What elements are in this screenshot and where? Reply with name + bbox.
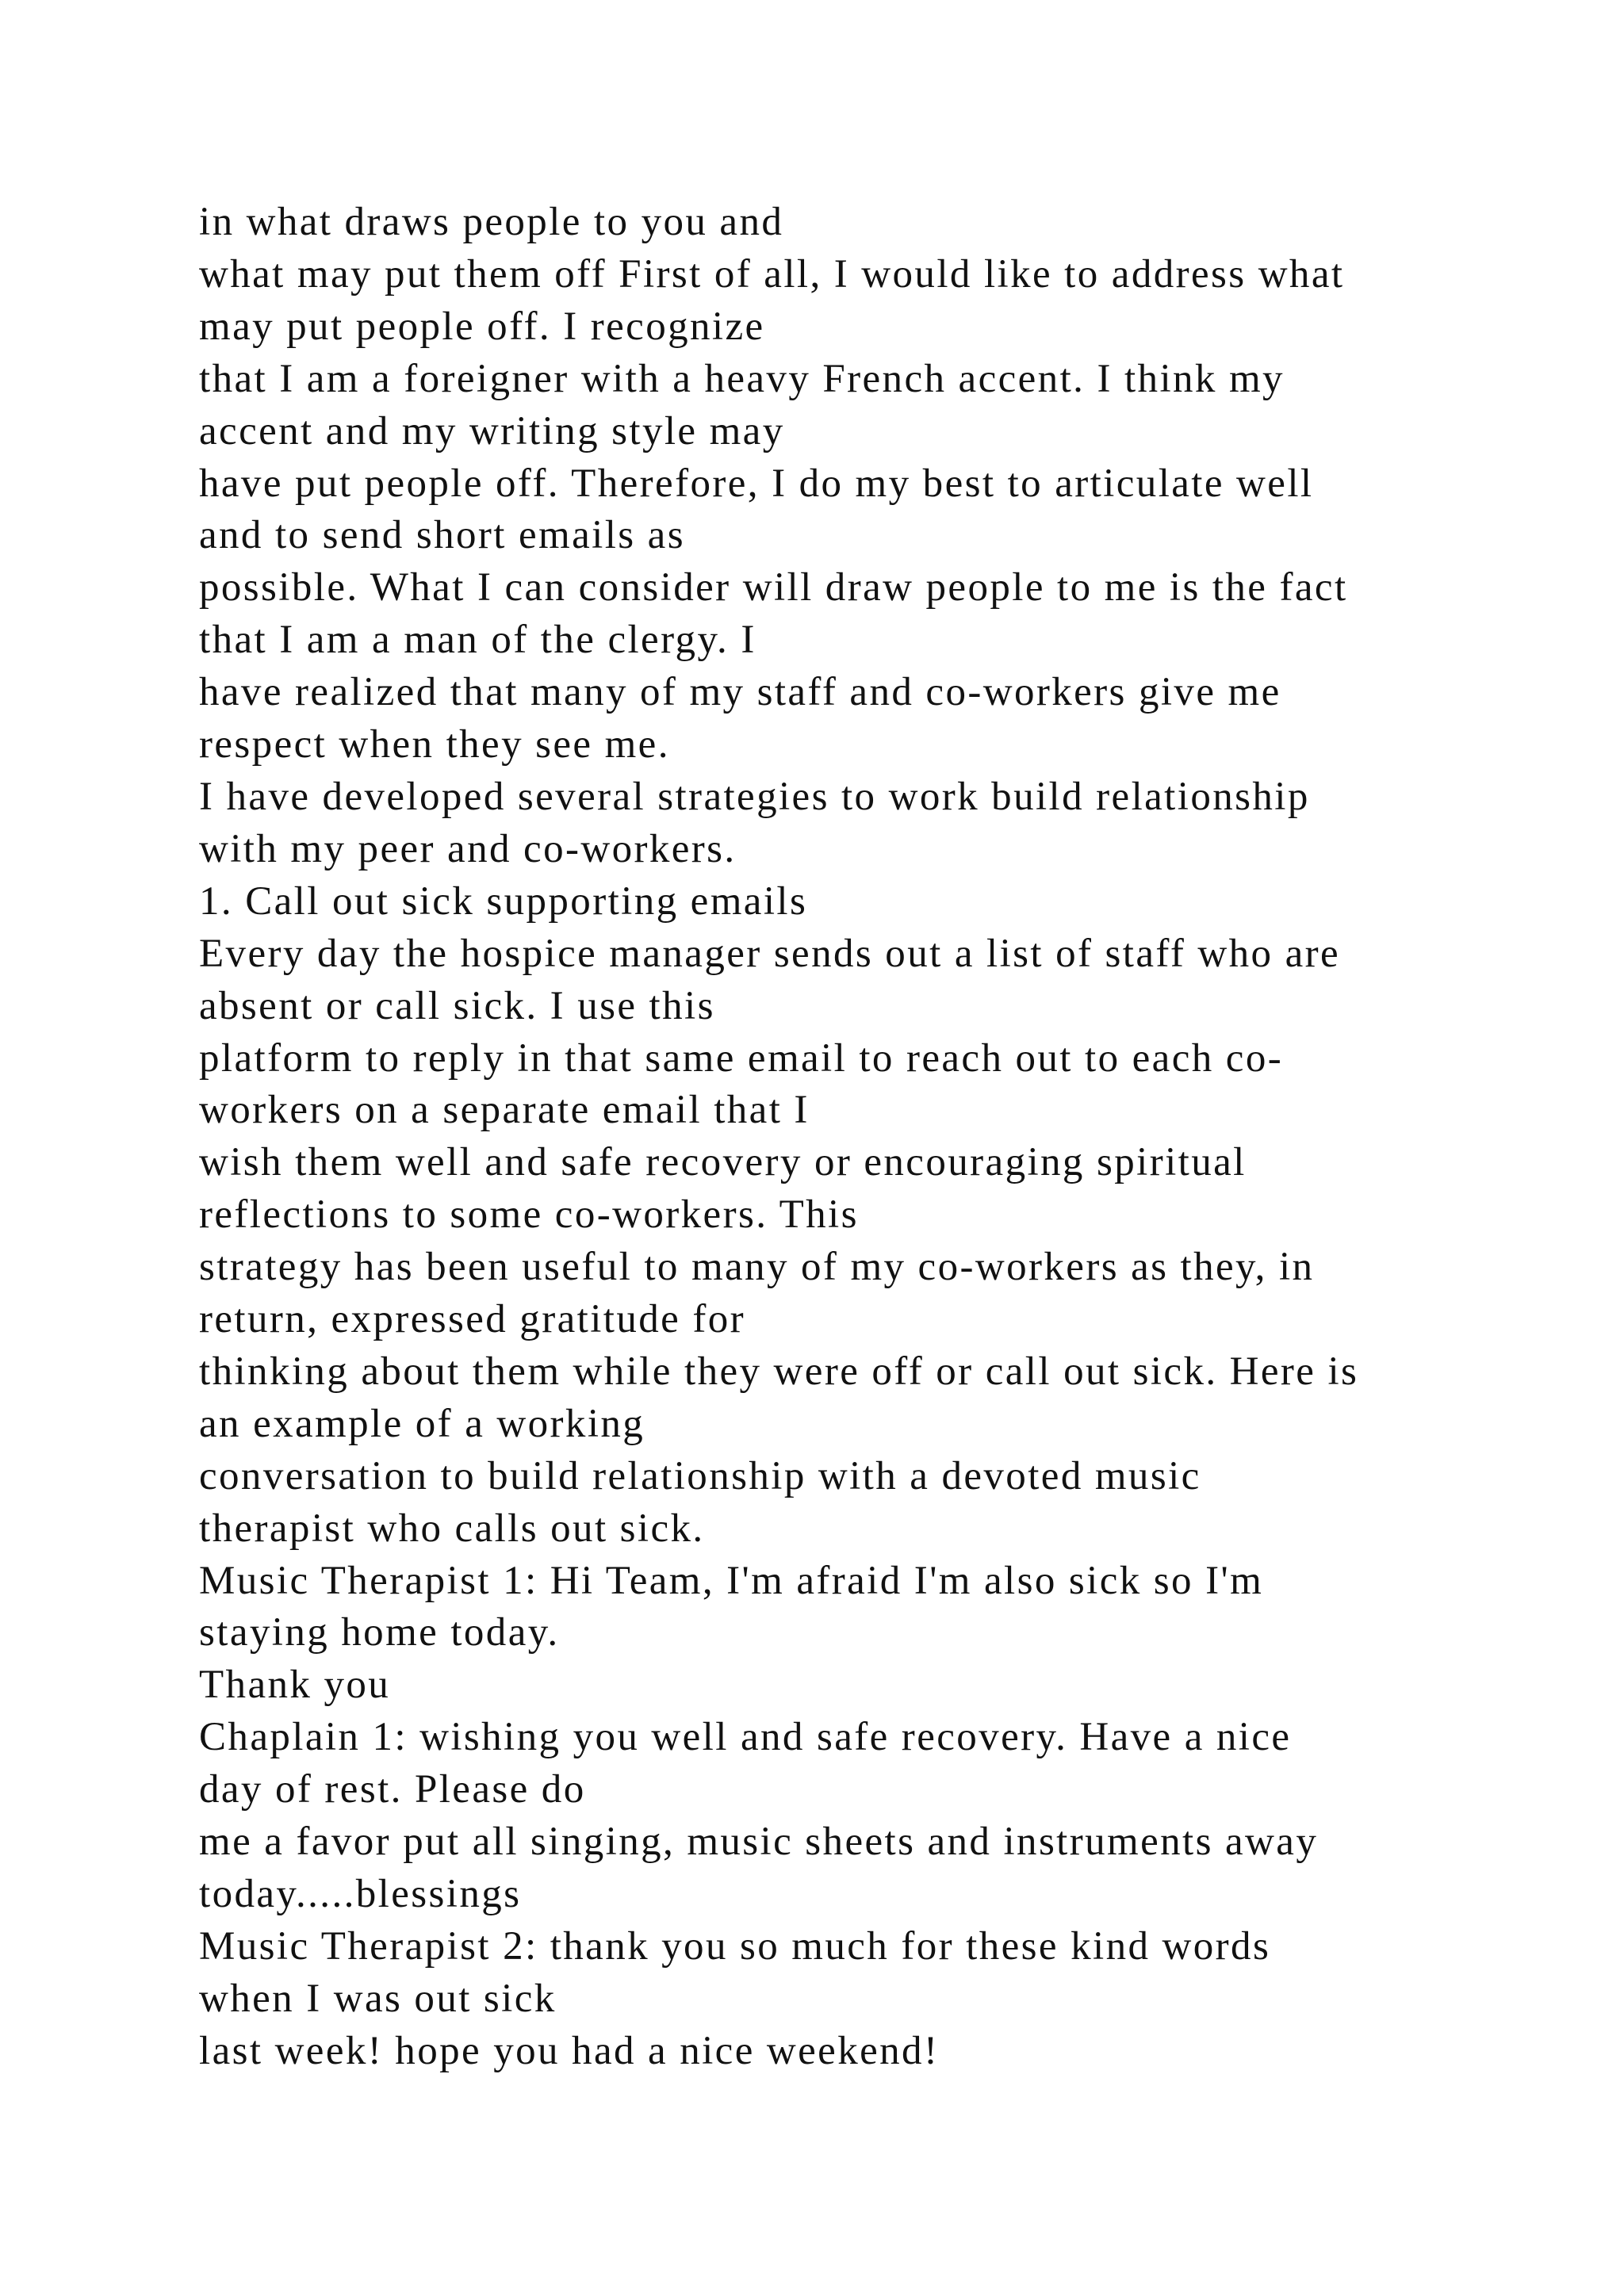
text-line: have put people off. Therefore, I do my best to articulate well	[199, 461, 1314, 506]
dialogue-line: staying home today.	[199, 1610, 560, 1655]
text-line: workers on a separate email that I	[199, 1088, 810, 1133]
text-line: respect when they see me.	[199, 722, 670, 767]
body-text	[199, 197, 1500, 2078]
text-line: that I am a man of the clergy. I	[199, 618, 756, 663]
dialogue-line: Music Therapist 1: Hi Team, I'm afraid I'm also sick so I'm	[199, 1558, 1264, 1603]
dialogue-line: today.....blessings	[199, 1872, 522, 1916]
text-line: with my peer and co-workers.	[199, 826, 737, 871]
text-line: have realized that many of my staff and co-workers give me	[199, 670, 1281, 715]
text-line: return, expressed gratitude for	[199, 1297, 745, 1342]
text-line: accent and my writing style may	[199, 408, 785, 453]
text-line: an example of a working	[199, 1401, 645, 1446]
text-line: possible. What I can consider will draw people to me is the fact	[199, 565, 1348, 610]
text-line: and to send short emails as	[199, 513, 685, 558]
dialogue-line: Music Therapist 2: thank you so much for these kind words	[199, 1923, 1271, 1969]
text-line: reflections to some co-workers. This	[199, 1192, 859, 1238]
text-line: I have developed several strategies to work build relationship	[199, 774, 1310, 819]
text-line: what may put them off First of all, I would like to address what	[199, 251, 1345, 297]
text-line: wish them well and safe recovery or encouraging spiritual	[199, 1140, 1247, 1185]
dialogue-line: last week! hope you had a nice weekend!	[199, 2028, 940, 2073]
dialogue-line: when I was out sick	[199, 1976, 557, 2021]
text-line: platform to reply in that same email to reach out to each co-	[199, 1035, 1284, 1081]
text-line: that I am a foreigner with a heavy French accent. I think my	[199, 356, 1285, 401]
text-line: absent or call sick. I use this	[199, 983, 715, 1028]
text-line: Every day the hospice manager sends out a list of staff who are	[199, 931, 1341, 976]
text-line: in what draws people to you and	[199, 200, 784, 244]
text-line: strategy has been useful to many of my co-workers as they, in	[199, 1245, 1315, 1290]
dialogue-line: Chaplain 1: wishing you well and safe recovery. Have a nice	[199, 1715, 1292, 1760]
text-line: may put people off. I recognize	[199, 304, 765, 349]
text-line: conversation to build relationship with a devoted music	[199, 1453, 1201, 1498]
dialogue-line: day of rest. Please do	[199, 1767, 586, 1812]
text-line: therapist who calls out sick.	[199, 1506, 705, 1551]
dialogue-line: Thank you	[199, 1663, 391, 1708]
dialogue-line: me a favor put all singing, music sheets and instruments away	[199, 1820, 1319, 1865]
text-line: thinking about them while they were off or call out sick. Here is	[199, 1349, 1359, 1394]
list-heading: 1. Call out sick supporting emails	[199, 878, 808, 924]
